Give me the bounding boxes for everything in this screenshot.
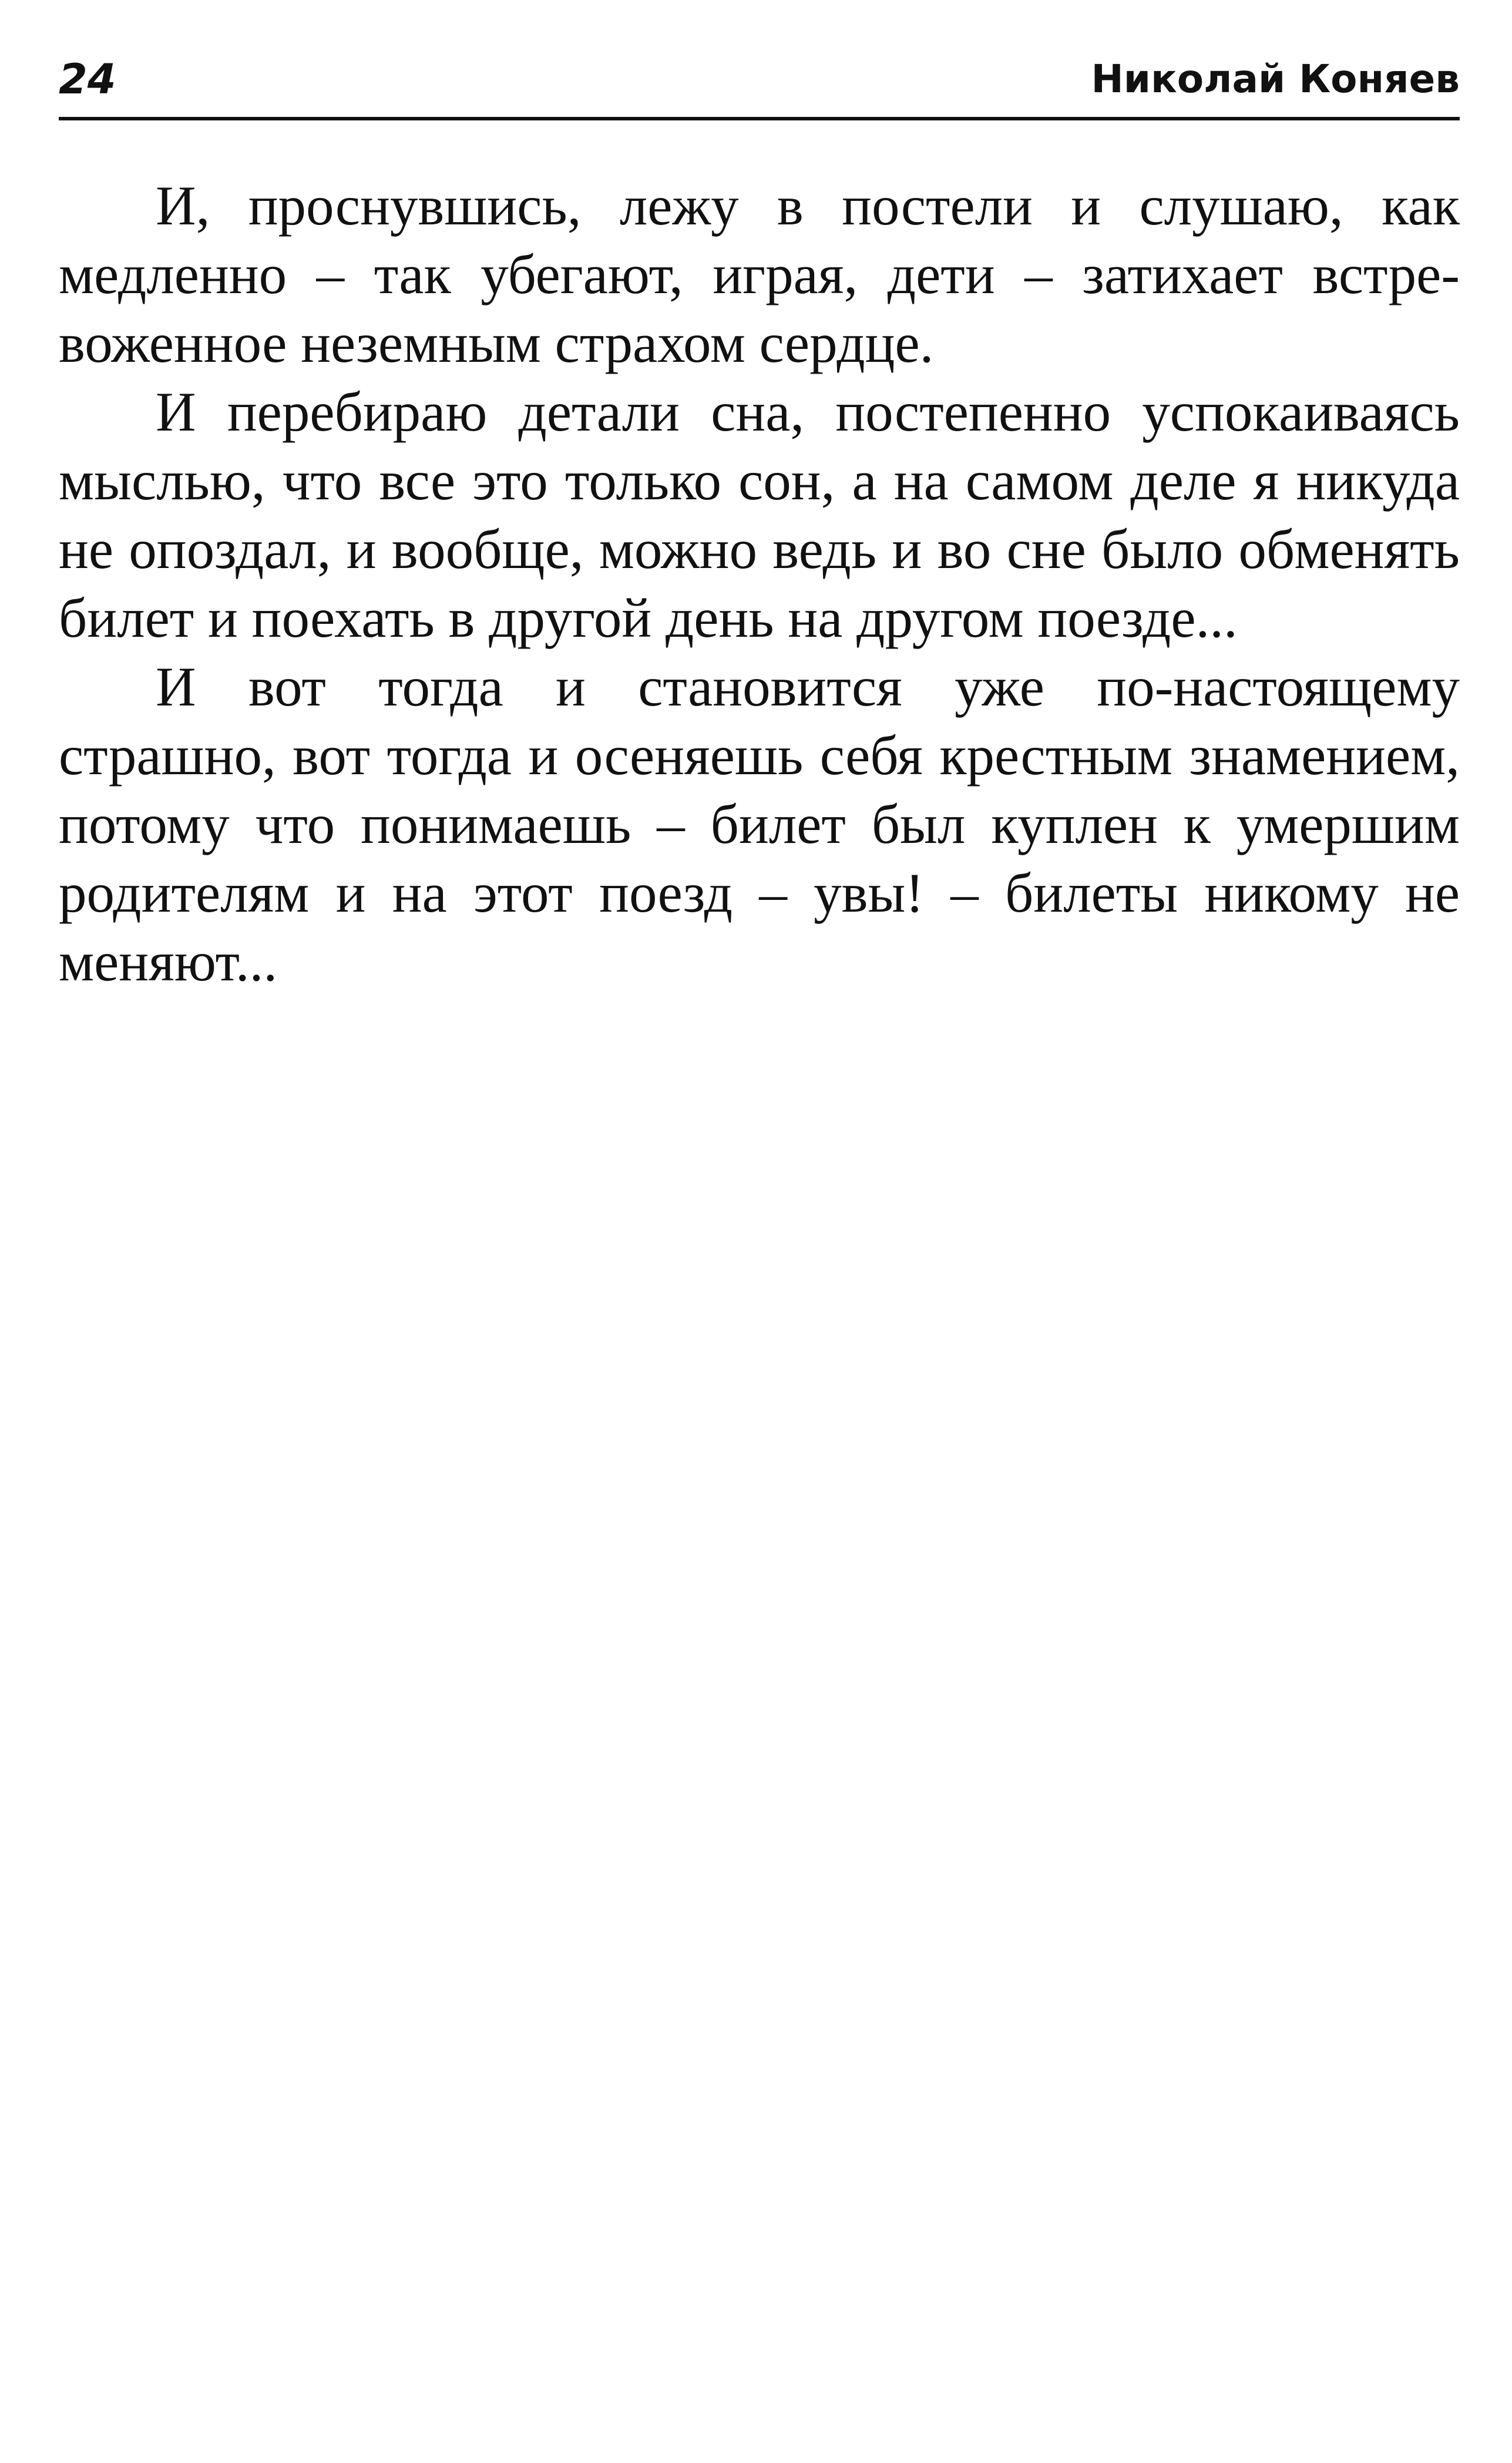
- paragraph: И перебираю детали сна, постепенно успокаиваясь мыслью, что все это только сон, а на самом деле я никуда не опоздал, и вообще, можно ведь и во сне было обменять билет и поехать в другой день на другом поезде...: [59, 381, 1460, 649]
- author-name: Николай Коняев: [1091, 56, 1460, 102]
- paragraph: И, проснувшись, лежу в постели и слушаю, как медленно – так убегают, играя, дети – затихает встревоженное неземным страхом сердце.: [59, 174, 1460, 374]
- paragraph: И вот тогда и становится уже по-настоящему страшно, вот тогда и осеняешь себя крестным знамением, потому что понимаешь – билет был куплен к умершим родителям и на этот поезд – увы! – билеты никому не меняют...: [59, 656, 1460, 993]
- body-text: [59, 172, 1460, 996]
- running-header: [59, 50, 1460, 120]
- page-number: 24: [59, 55, 116, 103]
